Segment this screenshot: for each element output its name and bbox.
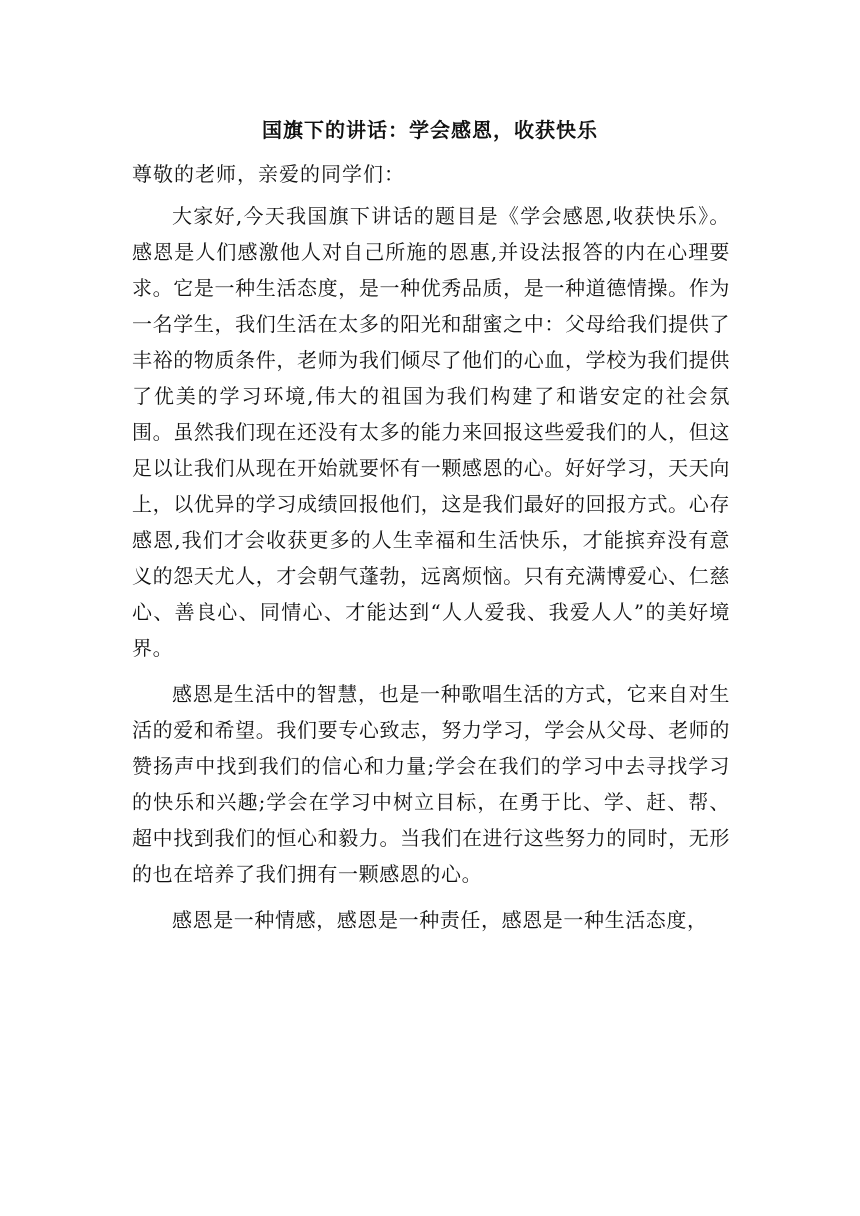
document-body — [132, 156, 730, 948]
salutation: 尊敬的老师，亲爱的同学们： — [132, 162, 405, 186]
page-title: 国旗下的讲话：学会感恩，收获快乐 — [262, 118, 598, 142]
paragraph-2: 感恩是生活中的智慧，也是一种歌唱生活的方式，它来自对生活的爱和希望。我们要专心致志，努力学习，学会从父母、老师的赞扬声中找到我们的信心和力量;学会在我们的学习中去寻找学习的快乐和兴趣;学会在学习中树立目标，在勇于比、学、赶、帮、超中找到我们的恒心和毅力。当我们在进行这些努力的同时，无形的也在培养了我们拥有一颗感恩的心。 — [132, 682, 730, 886]
paragraph-3: 感恩是一种情感，感恩是一种责任，感恩是一种生活态度， — [172, 908, 708, 932]
paragraph-1: 大家好,今天我国旗下讲话的题目是《学会感恩,收获快乐》。感恩是人们感激他人对自己所施的恩惠,并设法报答的内在心理要求。它是一种生活态度，是一种优秀品质，是一种道德情操。作为一名学生，我们生活在太多的阳光和甜蜜之中：父母给我们提供了丰裕的物质条件，老师为我们倾尽了他们的心血，学校为我们提供了优美的学习环境,伟大的祖国为我们构建了和谐安定的社会氛围。虽然我们现在还没有太多的能力来回报这些爱我们的人，但这足以让我们从现在开始就要怀有一颗感恩的心。好好学习，天天向上，以优异的学习成绩回报他们，这是我们最好的回报方式。心存感恩,我们才会收获更多的人生幸福和生活快乐，才能摈弃没有意义的怨天尤人，才会朝气蓬勃，远离烦恼。只有充满博爱心、仁慈心、善良心、同情心、才能达到“人人爱我、我爱人人”的美好境界。 — [132, 204, 730, 660]
